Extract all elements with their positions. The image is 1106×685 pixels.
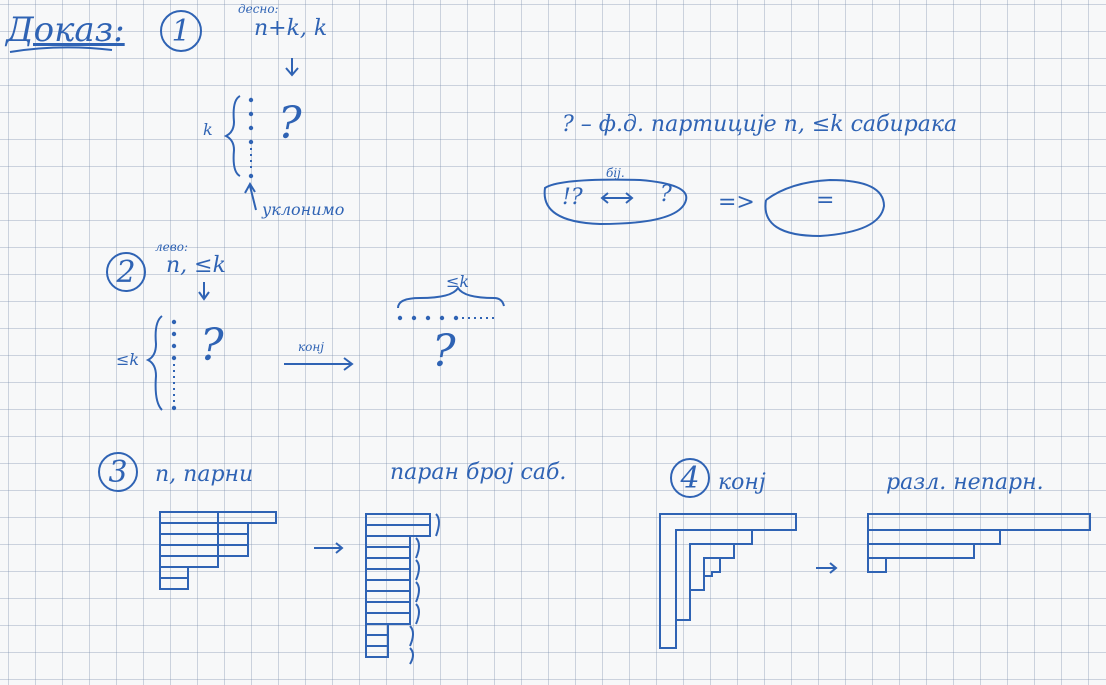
step-2-side-label: ≤k <box>116 350 140 369</box>
equals-symbol: = <box>816 188 835 213</box>
step-2-label: лево: <box>155 240 188 254</box>
implies-symbol: => <box>718 190 755 215</box>
page-title: Доказ: <box>6 10 125 50</box>
step-3-right-row <box>366 580 410 591</box>
step-2-down-arrow <box>199 282 209 299</box>
step-3-left-row <box>160 567 188 578</box>
bijection-label: бij. <box>606 166 625 180</box>
bijection-arrow <box>602 193 632 203</box>
pair-bracket <box>416 604 419 624</box>
pair-bracket <box>410 648 413 664</box>
step-4-hook <box>704 558 720 576</box>
step-4-right-row <box>868 530 1000 544</box>
step-4-number: 4 <box>680 460 700 496</box>
step-1-question: ? <box>278 98 302 149</box>
step-1-up-arrow <box>245 184 256 210</box>
step-2-question: ? <box>200 320 224 371</box>
step-2-dot <box>172 406 176 410</box>
step-1-dot <box>249 126 253 130</box>
step-3-right-row <box>366 624 388 635</box>
step-1-note: уклонимо <box>262 200 345 219</box>
step-1-side-label: k <box>203 120 213 139</box>
step-3-arrow <box>314 543 342 553</box>
step-3-right-row <box>366 514 430 525</box>
step-2-dot <box>172 344 176 348</box>
step-3-right-row <box>366 536 410 547</box>
step-2-row-dot <box>454 316 458 320</box>
pair-bracket <box>410 626 413 646</box>
step-1-expression: n+k, k <box>254 16 328 41</box>
step-3-left-row <box>160 545 248 556</box>
statement-text: ? – ф.д. партиције n, ≤k сабирака <box>562 112 958 137</box>
step-4-right-row <box>868 514 1090 530</box>
step-3-right-row <box>366 591 410 602</box>
step-3-left-row <box>160 523 248 534</box>
step-4-text: конј <box>718 470 766 495</box>
step-2-dot <box>172 320 176 324</box>
step-3-text: n, парни <box>155 462 254 487</box>
step-4-right-row <box>868 544 974 558</box>
statement-right-question: ? <box>660 182 672 207</box>
step-3-left-row <box>160 556 218 567</box>
step-1-number: 1 <box>171 13 191 49</box>
step-3-right-row <box>366 613 410 624</box>
step-2-row-dot <box>412 316 416 320</box>
step-3-left-row <box>160 534 248 545</box>
step-2-row-dot <box>426 316 430 320</box>
step-2-dot <box>172 356 176 360</box>
step-2-dot <box>172 332 176 336</box>
step-3-number: 3 <box>108 454 128 490</box>
step-3-right-row <box>366 569 410 580</box>
step-3-left-row <box>160 578 188 589</box>
step-1-dot <box>249 174 253 178</box>
step-2-row-dot <box>440 316 444 320</box>
brace-label: ≤k <box>446 272 470 291</box>
step-1-brace <box>226 96 240 176</box>
step-4-hook <box>660 514 796 648</box>
step-3-right-row <box>366 602 410 613</box>
title-underline <box>10 47 112 52</box>
step-2-number: 2 <box>116 254 136 290</box>
step-4-hook <box>690 544 734 590</box>
step-2-top-brace <box>398 288 504 308</box>
conjugate-arrow-label: конј <box>298 340 325 354</box>
step-4-text-right: разл. непарн. <box>886 470 1044 495</box>
conjugate-arrow <box>284 358 352 370</box>
step-1-dot <box>249 98 253 102</box>
step-2-question-2: ? <box>432 326 456 377</box>
step-2-expression: n, ≤k <box>166 253 226 278</box>
step-3-right-row <box>366 646 388 657</box>
step-2-row-dot <box>398 316 402 320</box>
step-4-arrow <box>816 563 836 573</box>
pair-bracket <box>416 538 419 558</box>
step-1-label: десно: <box>238 2 279 16</box>
step-3-right-row <box>366 525 430 536</box>
pair-bracket <box>416 582 419 602</box>
step-3-right-row <box>366 558 410 569</box>
pair-bracket <box>416 560 419 580</box>
step-1-down-arrow <box>286 58 298 75</box>
step-1-dot <box>249 112 253 116</box>
step-3-text-right: паран број саб. <box>390 460 567 485</box>
statement-left-loop <box>545 180 687 224</box>
statement-right-loop <box>765 180 884 236</box>
step-3-right-row <box>366 635 388 646</box>
statement-left-question: !? <box>562 185 583 210</box>
step-2-brace <box>148 316 162 410</box>
step-1-dot <box>249 140 253 144</box>
step-4-right-row <box>868 558 886 572</box>
step-3-right-row <box>366 547 410 558</box>
pair-bracket <box>436 514 439 536</box>
